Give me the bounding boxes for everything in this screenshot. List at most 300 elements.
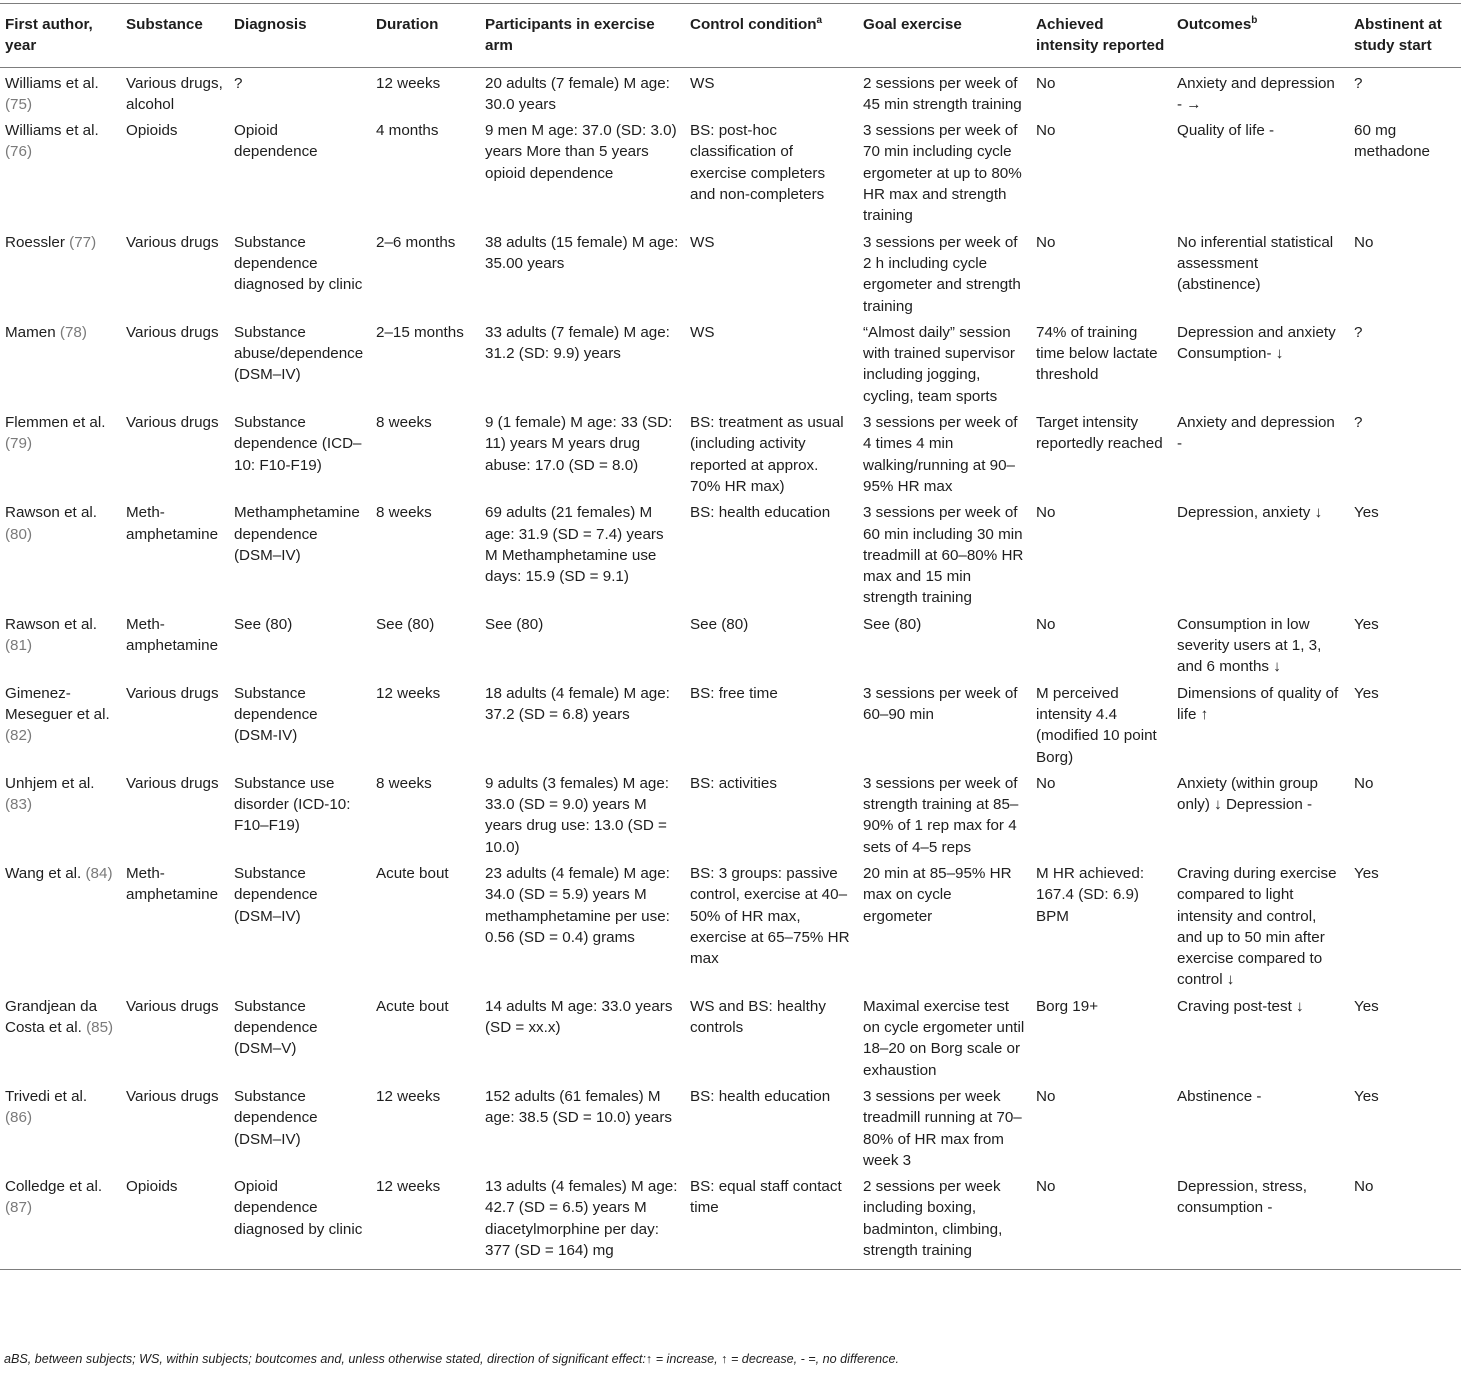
goal-text: 20 min at 85–95% HR max on cycle ergometer: [863, 864, 1012, 925]
intensity-text: No: [1036, 1178, 1056, 1196]
cell-abstinent: [1349, 858, 1461, 991]
goal-text: 2 sessions per week of 45 min strength training: [863, 74, 1022, 113]
substance-text: Opioids: [126, 122, 178, 140]
reference-link[interactable]: (78): [59, 323, 87, 341]
abstinent-text: Yes: [1354, 504, 1379, 522]
goal-text: See (80): [863, 615, 922, 633]
reference-link[interactable]: (80): [5, 525, 33, 543]
participants-text: 38 adults (15 female) M age: 35.00 years: [485, 233, 679, 272]
author-text: Flemmen et al.: [5, 414, 106, 432]
cell-outcomes: [1172, 227, 1349, 317]
header-duration: Duration: [376, 16, 439, 33]
author-text: Trivedi et al.: [5, 1087, 88, 1105]
outcomes-text: Craving post-test ↓: [1177, 997, 1304, 1015]
participants-text: See (80): [485, 615, 544, 633]
cell-substance: [121, 768, 229, 858]
cell-author: [0, 991, 121, 1081]
cell-control: [685, 317, 858, 407]
reference-link[interactable]: (79): [5, 435, 33, 453]
abstinent-text: No: [1354, 1178, 1374, 1196]
reference-link[interactable]: (77): [69, 233, 97, 251]
intensity-text: No: [1036, 504, 1056, 522]
cell-duration: [371, 67, 480, 115]
table-row: [0, 227, 1461, 317]
reference-link[interactable]: (75): [5, 95, 33, 113]
duration-text: 12 weeks: [376, 74, 441, 92]
header-substance: Substance: [126, 16, 203, 33]
cell-author: [0, 858, 121, 991]
cell-author: [0, 768, 121, 858]
cell-participants: [480, 609, 685, 678]
cell-duration: [371, 1081, 480, 1171]
duration-text: 8 weeks: [376, 504, 432, 522]
cell-control: [685, 115, 858, 226]
cell-intensity: [1031, 678, 1172, 768]
cell-outcomes: [1172, 115, 1349, 226]
table-row: [0, 317, 1461, 407]
outcomes-text: Consumption in low severity users at 1, 3, and 6 months ↓: [1177, 615, 1322, 676]
cell-participants: [480, 1171, 685, 1270]
cell-author: [0, 1081, 121, 1171]
reference-link[interactable]: (83): [5, 796, 33, 814]
diagnosis-text: See (80): [234, 615, 293, 633]
cell-goal: [858, 678, 1031, 768]
abstinent-text: ?: [1354, 323, 1363, 341]
control-text: See (80): [690, 615, 749, 633]
cell-duration: [371, 678, 480, 768]
outcomes-text: Anxiety (within group only) ↓ Depression -: [1177, 774, 1318, 814]
cell-duration: [371, 991, 480, 1081]
cell-participants: [480, 991, 685, 1081]
table-row: [0, 768, 1461, 858]
intensity-text: Borg 19+: [1036, 997, 1099, 1015]
goal-text: 3 sessions per week of 2 h including cycle ergometer and strength training: [863, 233, 1021, 315]
cell-duration: [371, 497, 480, 608]
cell-substance: [121, 67, 229, 115]
cell-intensity: [1031, 317, 1172, 407]
cell-author: [0, 497, 121, 608]
cell-author: [0, 609, 121, 678]
goal-text: “Almost daily” session with trained supervisor including jogging, cycling, team sports: [863, 323, 1015, 405]
cell-abstinent: [1349, 115, 1461, 226]
cell-outcomes: [1172, 678, 1349, 768]
duration-text: 4 months: [376, 122, 439, 140]
cell-intensity: [1031, 1171, 1172, 1270]
outcomes-text: Depression, anxiety ↓: [1177, 504, 1323, 522]
header-control: Control condition$^a$: [690, 14, 823, 33]
substance-text: Meth-amphetamine: [126, 864, 219, 904]
cell-intensity: [1031, 768, 1172, 858]
cell-participants: [480, 67, 685, 115]
duration-text: 8 weeks: [376, 414, 432, 432]
duration-text: 8 weeks: [376, 774, 432, 792]
cell-control: [685, 768, 858, 858]
cell-diagnosis: [229, 115, 371, 226]
goal-text: 3 sessions per week of 60–90 min: [863, 684, 1018, 723]
intensity-text: No: [1036, 233, 1056, 251]
cell-diagnosis: [229, 858, 371, 991]
cell-substance: [121, 1171, 229, 1270]
cell-author: [0, 678, 121, 768]
reference-link[interactable]: (85): [86, 1019, 114, 1037]
participants-text: 152 adults (61 females) M age: 38.5 (SD = 10.0) years: [485, 1087, 672, 1127]
header-diagnosis: Diagnosis: [234, 16, 307, 33]
diagnosis-text: Substance dependence (ICD–10: F10-F19): [234, 414, 362, 474]
author-text: Williams et al.: [5, 122, 99, 140]
intensity-text: M HR achieved: 167.4 (SD: 6.9) BPM: [1036, 864, 1145, 925]
diagnosis-text: Methamphetamine dependence (DSM–IV): [234, 504, 360, 564]
cell-abstinent: [1349, 768, 1461, 858]
cell-participants: [480, 115, 685, 226]
diagnosis-text: Substance dependence diagnosed by clinic: [234, 233, 363, 294]
diagnosis-text: Opioid dependence diagnosed by clinic: [234, 1178, 363, 1238]
author-text: Roessler: [5, 233, 65, 251]
control-text: BS: free time: [690, 684, 778, 702]
goal-text: 3 sessions per week of 60 min including 30 min treadmill at 60–80% HR max and 15 min strength training: [863, 504, 1024, 607]
abstinent-text: Yes: [1354, 997, 1379, 1015]
cell-goal: [858, 227, 1031, 317]
cell-control: [685, 497, 858, 608]
cell-diagnosis: [229, 1171, 371, 1270]
abstinent-text: 60 mg methadone: [1354, 122, 1430, 161]
table-header: [0, 4, 1461, 68]
table-row: [0, 678, 1461, 768]
cell-substance: [121, 991, 229, 1081]
cell-intensity: [1031, 115, 1172, 226]
cell-control: [685, 227, 858, 317]
reference-link[interactable]: (86): [5, 1109, 33, 1127]
cell-outcomes: [1172, 858, 1349, 991]
cell-author: [0, 407, 121, 497]
cell-goal: [858, 768, 1031, 858]
duration-text: See (80): [376, 615, 435, 633]
diagnosis-text: Substance dependence (DSM–IV): [234, 1087, 318, 1148]
header-row: [0, 4, 1461, 68]
table-row: [0, 858, 1461, 991]
duration-text: 2–6 months: [376, 233, 456, 251]
substance-text: Various drugs: [126, 323, 219, 341]
abstinent-text: No: [1354, 233, 1374, 251]
diagnosis-text: Substance use disorder (ICD-10: F10–F19): [234, 774, 351, 835]
table-row: [0, 1081, 1461, 1171]
cell-diagnosis: [229, 317, 371, 407]
cell-abstinent: [1349, 1171, 1461, 1270]
duration-text: Acute bout: [376, 864, 449, 882]
intensity-text: M perceived intensity 4.4 (modified 10 point Borg): [1036, 684, 1157, 766]
author-text: Gimenez-Meseguer et al.: [5, 684, 110, 723]
cell-goal: [858, 1171, 1031, 1270]
header-participants: Participants in exercise arm: [485, 16, 655, 55]
cell-substance: [121, 317, 229, 407]
header-abstinent: Abstinent at study start: [1354, 16, 1442, 55]
author-text: Mamen: [5, 323, 56, 341]
cell-author: [0, 317, 121, 407]
substance-text: Opioids: [126, 1178, 178, 1196]
author-text: Grandjean da Costa et al.: [5, 997, 98, 1037]
participants-text: 9 adults (3 females) M age: 33.0 (SD = 9.0) years M years drug use: 13.0 (SD = 10.0): [485, 774, 670, 856]
cell-abstinent: [1349, 609, 1461, 678]
abstinent-text: Yes: [1354, 1087, 1379, 1105]
header-outcomes: Outcomes$^b$: [1177, 14, 1258, 33]
substance-text: Various drugs: [126, 233, 219, 251]
cell-intensity: [1031, 227, 1172, 317]
cell-abstinent: [1349, 227, 1461, 317]
cell-goal: [858, 67, 1031, 115]
table-row: [0, 497, 1461, 608]
duration-text: 12 weeks: [376, 1087, 441, 1105]
intensity-text: No: [1036, 1087, 1056, 1105]
control-text: WS: [690, 233, 715, 251]
abstinent-text: No: [1354, 774, 1374, 792]
cell-participants: [480, 227, 685, 317]
duration-text: 12 weeks: [376, 684, 441, 702]
cell-control: [685, 858, 858, 991]
cell-substance: [121, 1081, 229, 1171]
outcomes-text: Anxiety and depression -: [1177, 414, 1335, 453]
cell-intensity: [1031, 67, 1172, 115]
diagnosis-text: Opioid dependence: [234, 122, 318, 161]
reference-link[interactable]: (76): [5, 143, 33, 161]
cell-duration: [371, 407, 480, 497]
outcomes-text: Craving during exercise compared to light intensity and control, and up to 50 min after exercise compared to control ↓: [1177, 864, 1337, 989]
cell-goal: [858, 497, 1031, 608]
header-author: First author, year: [5, 16, 93, 55]
cell-abstinent: [1349, 678, 1461, 768]
goal-text: 3 sessions per week of 4 times 4 min walking/running at 90–95% HR max: [863, 414, 1018, 495]
participants-text: 23 adults (4 female) M age: 34.0 (SD = 5.9) years M methamphetamine per use: 0.56 (SD = 0.4) grams: [485, 864, 670, 946]
participants-text: 13 adults (4 females) M age: 42.7 (SD = 6.5) years M diacetylmorphine per day: 377 (SD = 164) mg: [485, 1178, 678, 1260]
cell-intensity: [1031, 858, 1172, 991]
cell-control: [685, 609, 858, 678]
cell-duration: [371, 858, 480, 991]
cell-intensity: [1031, 609, 1172, 678]
goal-text: 3 sessions per week of 70 min including cycle ergometer at up to 80% HR max and strength training: [863, 122, 1022, 225]
cell-diagnosis: [229, 768, 371, 858]
intensity-text: Target intensity reportedly reached: [1036, 414, 1163, 453]
duration-text: Acute bout: [376, 997, 449, 1015]
control-text: BS: health education: [690, 1087, 831, 1105]
substance-text: Meth-amphetamine: [126, 615, 219, 655]
study-table: [0, 3, 1461, 1270]
cell-participants: [480, 497, 685, 608]
control-text: BS: 3 groups: passive control, exercise at 40–50% of HR max, exercise at 65–75% HR max: [690, 864, 850, 968]
cell-control: [685, 407, 858, 497]
cell-outcomes: [1172, 67, 1349, 115]
cell-intensity: [1031, 497, 1172, 608]
table-row: [0, 609, 1461, 678]
cell-outcomes: [1172, 1171, 1349, 1270]
cell-diagnosis: [229, 407, 371, 497]
cell-diagnosis: [229, 497, 371, 608]
participants-text: 18 adults (4 female) M age: 37.2 (SD = 6.8) years: [485, 684, 670, 723]
author-text: Colledge et al.: [5, 1178, 103, 1196]
control-text: BS: treatment as usual (including activity reported at approx. 70% HR max): [690, 414, 844, 495]
reference-link[interactable]: (82): [5, 727, 33, 745]
cell-goal: [858, 115, 1031, 226]
abstinent-text: ?: [1354, 74, 1363, 92]
participants-text: 9 men M age: 37.0 (SD: 3.0) years More than 5 years opioid dependence: [485, 122, 677, 182]
outcomes-text: Depression, stress, consumption -: [1177, 1178, 1307, 1217]
control-text: BS: equal staff contact time: [690, 1178, 842, 1217]
diagnosis-text: Substance dependence (DSM–IV): [234, 864, 318, 925]
author-text: Wang et al.: [5, 864, 82, 882]
cell-abstinent: [1349, 317, 1461, 407]
duration-text: 12 weeks: [376, 1178, 441, 1196]
cell-goal: [858, 991, 1031, 1081]
intensity-text: No: [1036, 615, 1056, 633]
cell-author: [0, 67, 121, 115]
table-row: [0, 115, 1461, 226]
goal-text: 3 sessions per week treadmill running at 70–80% of HR max from week 3: [863, 1087, 1022, 1169]
cell-control: [685, 67, 858, 115]
cell-outcomes: [1172, 768, 1349, 858]
author-text: Unhjem et al.: [5, 774, 95, 792]
cell-participants: [480, 317, 685, 407]
goal-text: Maximal exercise test on cycle ergometer until 18–20 on Borg scale or exhaustion: [863, 997, 1025, 1079]
cell-substance: [121, 858, 229, 991]
substance-text: Various drugs, alcohol: [126, 74, 223, 113]
intensity-text: No: [1036, 74, 1056, 92]
control-text: WS and BS: healthy controls: [690, 997, 826, 1037]
cell-author: [0, 1171, 121, 1270]
header-control-sup: a: [816, 14, 823, 26]
outcomes-text: Quality of life -: [1177, 122, 1275, 140]
cell-substance: [121, 609, 229, 678]
outcomes-text: Abstinence -: [1177, 1087, 1262, 1105]
substance-text: Meth-amphetamine: [126, 504, 219, 543]
table-row: [0, 1171, 1461, 1270]
substance-text: Various drugs: [126, 684, 219, 702]
substance-text: Various drugs: [126, 774, 219, 792]
cell-diagnosis: [229, 609, 371, 678]
intensity-text: No: [1036, 122, 1056, 140]
header-intensity: Achieved intensity reported: [1036, 16, 1165, 55]
participants-text: 9 (1 female) M age: 33 (SD: 11) years M years drug abuse: 17.0 (SD = 8.0): [485, 414, 673, 474]
cell-goal: [858, 317, 1031, 407]
cell-intensity: [1031, 407, 1172, 497]
cell-participants: [480, 768, 685, 858]
cell-diagnosis: [229, 227, 371, 317]
substance-text: Various drugs: [126, 1087, 219, 1105]
cell-author: [0, 227, 121, 317]
cell-participants: [480, 407, 685, 497]
cell-diagnosis: [229, 1081, 371, 1171]
substance-text: Various drugs: [126, 997, 219, 1015]
diagnosis-text: Substance abuse/dependence (DSM–IV): [234, 323, 364, 384]
cell-participants: [480, 678, 685, 768]
substance-text: Various drugs: [126, 414, 219, 432]
cell-author: [0, 115, 121, 226]
cell-control: [685, 991, 858, 1081]
table-row: [0, 991, 1461, 1081]
cell-outcomes: [1172, 1081, 1349, 1171]
cell-duration: [371, 768, 480, 858]
abstinent-text: Yes: [1354, 615, 1379, 633]
goal-text: 2 sessions per week including boxing, badminton, climbing, strength training: [863, 1178, 1003, 1260]
cell-outcomes: [1172, 991, 1349, 1081]
author-text: Rawson et al.: [5, 504, 98, 522]
cell-abstinent: [1349, 407, 1461, 497]
cell-abstinent: [1349, 67, 1461, 115]
diagnosis-text: Substance dependence (DSM-IV): [234, 684, 318, 745]
cell-goal: [858, 858, 1031, 991]
abstinent-text: Yes: [1354, 684, 1379, 702]
outcomes-text: Dimensions of quality of life ↑: [1177, 684, 1339, 723]
participants-text: 33 adults (7 female) M age: 31.2 (SD: 9.9) years: [485, 323, 670, 363]
table-body: [0, 67, 1461, 1270]
cell-outcomes: [1172, 407, 1349, 497]
header-outcomes-sup: b: [1251, 14, 1258, 26]
cell-substance: [121, 227, 229, 317]
cell-participants: [480, 1081, 685, 1171]
cell-substance: [121, 497, 229, 608]
outcomes-text: Depression and anxiety Consumption- ↓: [1177, 323, 1336, 363]
cell-duration: [371, 227, 480, 317]
participants-text: 14 adults M age: 33.0 years (SD = xx.x): [485, 997, 673, 1037]
cell-abstinent: [1349, 497, 1461, 608]
control-text: BS: health education: [690, 504, 831, 522]
cell-control: [685, 1171, 858, 1270]
cell-substance: [121, 407, 229, 497]
table-footnote: aBS, between subjects; WS, within subjects; boutcomes and, unless otherwise stated, direction of significant effect:↑ = increase, ↑ = decrease, - =, no difference.: [4, 1352, 899, 1366]
cell-outcomes: [1172, 609, 1349, 678]
goal-text: 3 sessions per week of strength training at 85–90% of 1 rep max for 4 sets of 4–5 reps: [863, 774, 1019, 856]
outcomes-text: No inferential statistical assessment (abstinence): [1177, 233, 1334, 294]
cell-substance: [121, 115, 229, 226]
table-row: [0, 67, 1461, 115]
author-text: Rawson et al.: [5, 615, 98, 633]
participants-text: 20 adults (7 female) M age: 30.0 years: [485, 74, 670, 113]
cell-intensity: [1031, 1081, 1172, 1171]
reference-link[interactable]: (84): [85, 864, 113, 882]
control-text: BS: post-hoc classification of exercise completers and non-completers: [690, 122, 826, 204]
control-text: WS: [690, 323, 715, 341]
cell-participants: [480, 858, 685, 991]
intensity-text: No: [1036, 774, 1056, 792]
cell-duration: [371, 1171, 480, 1270]
control-text: WS: [690, 74, 715, 92]
reference-link[interactable]: (81): [5, 637, 33, 655]
header-goal: Goal exercise: [863, 16, 962, 33]
cell-goal: [858, 407, 1031, 497]
cell-diagnosis: [229, 678, 371, 768]
cell-outcomes: [1172, 497, 1349, 608]
cell-control: [685, 678, 858, 768]
reference-link[interactable]: (87): [5, 1199, 33, 1217]
cell-control: [685, 1081, 858, 1171]
participants-text: 69 adults (21 females) M age: 31.9 (SD = 7.4) years M Methamphetamine use days: 15.9 (SD = 9.1): [485, 504, 664, 586]
author-text: Williams et al.: [5, 74, 99, 92]
cell-substance: [121, 678, 229, 768]
cell-diagnosis: [229, 991, 371, 1081]
diagnosis-text: ?: [234, 74, 243, 92]
cell-diagnosis: [229, 67, 371, 115]
cell-abstinent: [1349, 1081, 1461, 1171]
outcomes-text: Anxiety and depression - →: [1177, 74, 1335, 113]
cell-outcomes: [1172, 317, 1349, 407]
cell-duration: [371, 115, 480, 226]
intensity-text: 74% of training time below lactate threshold: [1036, 323, 1158, 384]
diagnosis-text: Substance dependence (DSM–V): [234, 997, 318, 1058]
cell-intensity: [1031, 991, 1172, 1081]
cell-duration: [371, 609, 480, 678]
table-row: [0, 407, 1461, 497]
cell-abstinent: [1349, 991, 1461, 1081]
cell-goal: [858, 609, 1031, 678]
cell-duration: [371, 317, 480, 407]
duration-text: 2–15 months: [376, 323, 464, 341]
abstinent-text: ?: [1354, 414, 1363, 432]
